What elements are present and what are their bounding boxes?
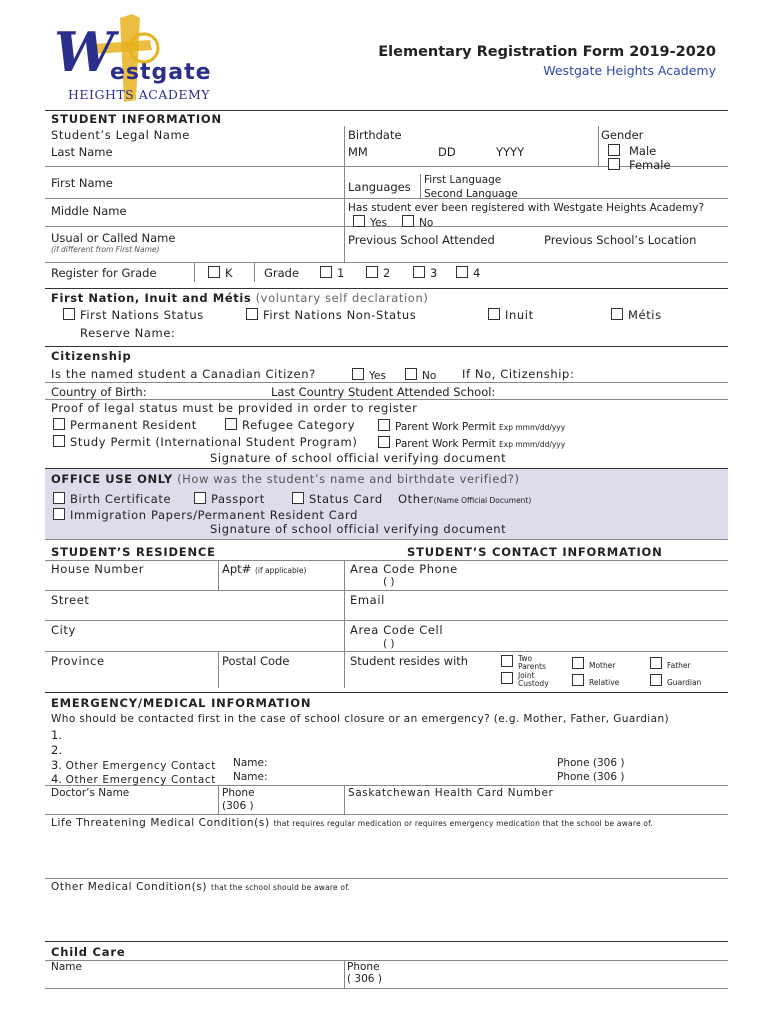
divider [45, 198, 728, 199]
divider [45, 590, 728, 591]
k-label: K [225, 266, 233, 280]
divider [45, 382, 728, 383]
residence-title: STUDENT’S RESIDENCE [51, 545, 216, 559]
status-card-checkbox[interactable] [292, 492, 304, 504]
contact-2-number: 2. [51, 743, 62, 757]
immigration-checkbox[interactable] [53, 508, 65, 520]
immigration-option[interactable] [53, 508, 358, 522]
divider [598, 126, 599, 166]
citizen-no-option[interactable] [405, 368, 436, 382]
citizen-no-label: No [422, 370, 437, 382]
street-label: Street [51, 593, 90, 607]
mother-checkbox[interactable] [572, 657, 584, 669]
area-code-cell-label: Area Code Cell [350, 623, 444, 637]
last-country-label: Last Country Student Attended School: [271, 385, 496, 399]
if-no-citizenship-label: If No, Citizenship: [462, 367, 575, 381]
apt-text: Apt# [222, 562, 252, 576]
office-signature-label: Signature of school official verifying document [210, 522, 507, 536]
inuit-option[interactable] [488, 308, 534, 322]
usual-name-note: (if different from First Name) [51, 245, 160, 254]
grade-2-checkbox[interactable] [366, 266, 378, 278]
father-checkbox[interactable] [650, 657, 662, 669]
relative-checkbox[interactable] [572, 674, 584, 686]
study-permit-label: Study Permit (International Student Program) [70, 435, 358, 449]
school-name: Westgate Heights Academy [543, 63, 716, 78]
inuit-label: Inuit [505, 308, 534, 322]
divider [45, 692, 728, 693]
health-card-label: Saskatchewan Health Card Number [348, 787, 554, 799]
metis-option[interactable] [611, 308, 662, 322]
life-threatening-label [51, 817, 653, 829]
work-permit-2-option[interactable] [378, 436, 565, 450]
logo-text-main: estgate [110, 60, 212, 85]
work-permit-2-exp: Exp mmm/dd/yyy [499, 440, 566, 449]
joint-custody-label: Joint Custody [518, 671, 549, 688]
immigration-label: Immigration Papers/Permanent Resident Card [70, 508, 359, 522]
fn-non-status-checkbox[interactable] [246, 308, 258, 320]
contact-4-number: 4. [51, 772, 62, 786]
school-logo [52, 10, 222, 105]
divider [45, 960, 728, 961]
gender-label: Gender [601, 128, 644, 142]
mm-label: MM [348, 145, 368, 159]
contact-3-number: 3. [51, 758, 62, 772]
divider [45, 262, 728, 263]
office-note: (How was the student’s name and birthdate verified?) [177, 472, 520, 486]
usual-name-label: Usual or Called Name [51, 231, 176, 245]
email-label: Email [350, 593, 385, 607]
grade-3-label: 3 [430, 266, 438, 280]
other-document-label [398, 492, 531, 506]
grade-4-option[interactable] [456, 266, 480, 280]
contact-3-row [51, 758, 216, 772]
status-card-option[interactable] [292, 492, 383, 506]
relative-option[interactable] [572, 674, 619, 687]
logo-text-sub: HEIGHTS ACADEMY [68, 87, 211, 102]
male-label: Male [629, 144, 657, 158]
dd-label: DD [438, 145, 456, 159]
country-of-birth-label: Country of Birth: [51, 385, 147, 399]
work-permit-1-exp: Exp mmm/dd/yyy [499, 423, 566, 432]
mother-option[interactable] [572, 657, 615, 670]
grade-3-option[interactable] [413, 266, 437, 280]
area-code-phone-label: Area Code Phone [350, 562, 458, 576]
yyyy-label: YYYY [496, 145, 525, 159]
divider [45, 651, 728, 652]
doctor-phone-parens: (306 ) [222, 800, 254, 812]
divider [344, 785, 345, 815]
divider [45, 941, 728, 942]
divider [344, 960, 345, 988]
metis-checkbox[interactable] [611, 308, 623, 320]
refugee-checkbox[interactable] [225, 418, 237, 430]
divider [218, 785, 219, 815]
birth-certificate-label: Birth Certificate [70, 492, 172, 506]
grade-k-option[interactable] [208, 266, 233, 280]
gender-male-option[interactable] [608, 144, 656, 158]
divider [45, 110, 728, 111]
fn-non-status-label: First Nations Non-Status [263, 308, 417, 322]
indigenous-note: (voluntary self declaration) [255, 291, 429, 305]
work-permit-2-checkbox[interactable] [378, 436, 390, 448]
guardian-label: Guardian [667, 678, 702, 687]
emergency-title: EMERGENCY/MEDICAL INFORMATION [51, 696, 312, 710]
fn-status-option[interactable] [63, 308, 204, 322]
second-language-label: Second Language [424, 188, 518, 200]
inuit-checkbox[interactable] [488, 308, 500, 320]
first-language-label: First Language [424, 174, 502, 186]
contact-3-name-label: Name: [233, 757, 268, 769]
registered-question: Has student ever been registered with Westgate Heights Academy? [348, 202, 705, 214]
gender-female-option[interactable] [608, 158, 671, 172]
doctor-phone-label: Phone [222, 787, 255, 799]
male-checkbox[interactable] [608, 144, 620, 156]
divider [344, 560, 345, 688]
resides-with-label: Student resides with [350, 654, 469, 668]
birth-certificate-option[interactable] [53, 492, 171, 506]
grade-2-option[interactable] [366, 266, 390, 280]
female-label: Female [629, 158, 671, 172]
contact-3-label: Other Emergency Contact [65, 760, 217, 772]
registered-yes-option[interactable] [353, 215, 387, 229]
city-label: City [51, 623, 76, 637]
grade-1-checkbox[interactable] [320, 266, 332, 278]
contact-1-number: 1. [51, 728, 62, 742]
grade-label: Grade [264, 266, 300, 280]
fn-status-label: First Nations Status [80, 308, 204, 322]
passport-option[interactable] [194, 492, 265, 506]
indigenous-title: First Nation, Inuit and Métis [51, 291, 252, 305]
other-medical-label [51, 881, 350, 893]
contact-4-name-label: Name: [233, 771, 268, 783]
passport-checkbox[interactable] [194, 492, 206, 504]
work-permit-1-checkbox[interactable] [378, 419, 390, 431]
divider [344, 126, 345, 262]
metis-label: Métis [628, 308, 662, 322]
two-parents-label: Two Parents [518, 654, 546, 671]
citizenship-title: Citizenship [51, 349, 132, 363]
two-parents-option[interactable] [501, 655, 546, 671]
grade-1-label: 1 [337, 266, 345, 280]
phone-area-parens: ( ) [383, 576, 395, 588]
house-number-label: House Number [51, 562, 145, 576]
postal-code-label: Postal Code [222, 654, 290, 668]
divider [45, 878, 728, 879]
divider [218, 560, 219, 590]
previous-school-label: Previous School Attended [348, 233, 495, 247]
child-care-title: Child Care [51, 945, 126, 959]
study-permit-option[interactable] [53, 435, 357, 449]
proof-note: Proof of legal status must be provided in order to register [51, 401, 418, 415]
no-label: No [419, 217, 434, 229]
divider [420, 174, 421, 198]
registered-yes-checkbox[interactable] [353, 215, 365, 227]
reserve-name-label: Reserve Name: [80, 326, 176, 340]
contact-4-row [51, 772, 216, 786]
contact-title: STUDENT’S CONTACT INFORMATION [407, 545, 663, 559]
fn-non-status-option[interactable] [246, 308, 416, 322]
logo-letter: W [54, 20, 115, 84]
yes-label: Yes [370, 217, 387, 229]
permanent-resident-label: Permanent Resident [70, 418, 197, 432]
citizen-question: Is the named student a Canadian Citizen? [51, 367, 316, 381]
divider [45, 346, 728, 347]
divider [45, 560, 728, 561]
birthdate-label: Birthdate [348, 128, 402, 142]
divider [45, 785, 728, 786]
citizen-no-checkbox[interactable] [405, 368, 417, 380]
refugee-label: Refugee Category [242, 418, 356, 432]
guardian-option[interactable] [650, 674, 701, 687]
joint-custody-option[interactable] [501, 672, 549, 688]
female-checkbox[interactable] [608, 158, 620, 170]
grade-4-label: 4 [473, 266, 481, 280]
languages-label: Languages [348, 180, 411, 194]
other-medical-note: that the school should be aware of. [211, 883, 351, 892]
register-grade-label: Register for Grade [51, 266, 157, 280]
doctor-name-label: Doctor’s Name [51, 787, 130, 799]
guardian-checkbox[interactable] [650, 674, 662, 686]
last-name-label: Last Name [51, 145, 113, 159]
grade-2-label: 2 [383, 266, 391, 280]
study-permit-checkbox[interactable] [53, 435, 65, 447]
child-care-phone-parens: ( 306 ) [347, 973, 382, 985]
section-student-information: STUDENT INFORMATION [51, 112, 222, 126]
mother-label: Mother [589, 661, 616, 670]
previous-school-location-label: Previous School’s Location [544, 233, 697, 247]
form-title: Elementary Registration Form 2019-2020 [378, 44, 716, 60]
emergency-question: Who should be contacted first in the case of school closure or an emergency? (e.g. Mother, Father, Guardian) [51, 713, 669, 725]
contact-3-phone-label: Phone (306 ) [557, 757, 625, 769]
passport-label: Passport [211, 492, 265, 506]
permanent-resident-checkbox[interactable] [53, 418, 65, 430]
other-medical-title: Other Medical Condition(s) [51, 881, 208, 893]
office-heading [51, 472, 520, 486]
father-label: Father [667, 661, 691, 670]
office-title: OFFICE USE ONLY [51, 472, 173, 486]
divider [45, 620, 728, 621]
work-permit-1-label: Parent Work Permit [395, 421, 496, 433]
registered-no-option[interactable] [402, 215, 433, 229]
other-label: Other [398, 492, 434, 506]
contact-4-phone-label: Phone (306 ) [557, 771, 625, 783]
contact-4-label: Other Emergency Contact [65, 774, 217, 786]
divider [254, 262, 255, 282]
indigenous-heading [51, 291, 428, 305]
work-permit-1-option[interactable] [378, 419, 565, 433]
first-name-label: First Name [51, 176, 113, 190]
other-note: (Name Official Document) [433, 496, 532, 505]
legal-name-label: Student’s Legal Name [51, 128, 190, 142]
province-label: Province [51, 654, 105, 668]
joint-custody-checkbox[interactable] [501, 672, 513, 684]
child-care-phone-label: Phone [347, 961, 380, 973]
work-permit-2-label: Parent Work Permit [395, 438, 496, 450]
permanent-resident-option[interactable] [53, 418, 197, 432]
child-care-name-label: Name [51, 961, 82, 973]
birth-certificate-checkbox[interactable] [53, 492, 65, 504]
grade-k-checkbox[interactable] [208, 266, 220, 278]
father-option[interactable] [650, 657, 691, 670]
divider [45, 988, 728, 989]
citizenship-signature-label: Signature of school official verifying document [210, 451, 507, 465]
fn-status-checkbox[interactable] [63, 308, 75, 320]
divider [194, 262, 195, 282]
apt-label [222, 562, 306, 576]
divider [45, 814, 728, 815]
citizen-yes-checkbox[interactable] [352, 368, 364, 380]
citizen-yes-label: Yes [369, 370, 386, 382]
status-card-label: Status Card [309, 492, 383, 506]
grade-1-option[interactable] [320, 266, 344, 280]
relative-label: Relative [589, 678, 620, 687]
apt-note: (if applicable) [254, 566, 307, 575]
two-parents-checkbox[interactable] [501, 655, 513, 667]
grade-3-checkbox[interactable] [413, 266, 425, 278]
citizen-yes-option[interactable] [352, 368, 386, 382]
divider [218, 651, 219, 688]
refugee-option[interactable] [225, 418, 355, 432]
divider [45, 399, 728, 400]
middle-name-label: Middle Name [51, 204, 127, 218]
grade-4-checkbox[interactable] [456, 266, 468, 278]
life-threatening-title: Life Threatening Medical Condition(s) [51, 817, 270, 829]
registered-no-checkbox[interactable] [402, 215, 414, 227]
life-threatening-note: that requires regular medication or requires emergency medication that the school be aware of. [273, 819, 654, 828]
cell-area-parens: ( ) [383, 638, 395, 650]
divider [45, 288, 728, 289]
